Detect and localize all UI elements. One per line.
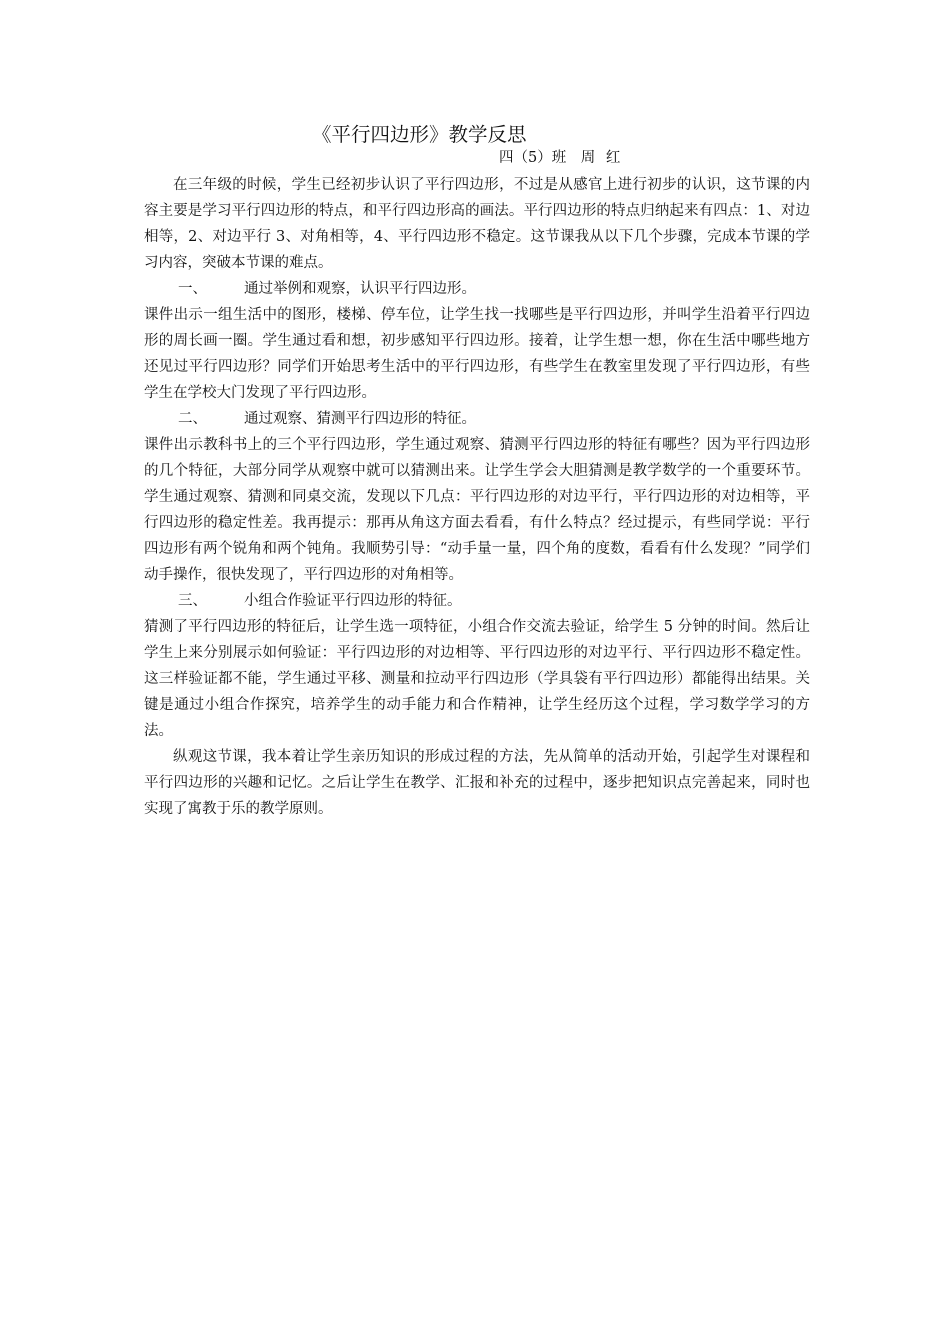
intro-paragraph: 在三年级的时候，学生已经初步认识了平行四边形，不过是从感官上进行初步的认识，这节课的内容主要是学习平行四边形的特点，和平行四边形高的画法。平行四边形的特点归纳起来有四点：1、对边相等，2、对边平行 3、对角相等，4、平行四边形不稳定。这节课我从以下几个步骤，完成本节课的学习内容，突破本节课的难点。 <box>144 177 810 271</box>
section-body-1: 课件出示一组生活中的图形，楼梯、停车位，让学生找一找哪些是平行四边形，并叫学生沿着平行四边形的周长画一圈。学生通过看和想，初步感知平行四边形。接着，让学生想一想，你在生活中哪些地方还见过平行四边形？同学们开始思考生活中的平行四边形，有些学生在教室里发现了平行四边形，有些学生在学校大门发现了平行四边形。 <box>144 307 810 401</box>
section-number: 二、 <box>178 411 207 427</box>
section-heading-text: 小组合作验证平行四边形的特征。 <box>244 593 462 609</box>
section-heading-text: 通过举例和观察，认识平行四边形。 <box>244 281 476 297</box>
document-author: 四（5）班 周 红 <box>499 150 621 166</box>
conclusion-paragraph: 纵观这节课，我本着让学生亲历知识的形成过程的方法，先从简单的活动开始，引起学生对课程和平行四边形的兴趣和记忆。之后让学生在教学、汇报和补充的过程中，逐步把知识点完善起来，同时也实现了寓教于乐的教学原则。 <box>144 749 810 817</box>
section-heading-3 <box>144 588 810 614</box>
section-heading-text: 通过观察、猜测平行四边形的特征。 <box>244 411 476 427</box>
section-heading-1 <box>144 276 810 302</box>
section-heading-2 <box>144 406 810 432</box>
section-body-2: 课件出示教科书上的三个平行四边形，学生通过观察、猜测平行四边形的特征有哪些？因为平行四边形的几个特征，大部分同学从观察中就可以猜测出来。让学生学会大胆猜测是教学数学的一个重要环节。学生通过观察、猜测和同桌交流，发现以下几点：平行四边形的对边平行，平行四边形的对边相等，平行四边形的稳定性差。我再提示：那再从角这方面去看看，有什么特点？经过提示，有些同学说：平行四边形有两个锐角和两个钝角。我顺势引导：“动手量一量，四个角的度数，看看有什么发现？”同学们动手操作，很快发现了，平行四边形的对角相等。 <box>144 437 810 583</box>
section-number: 三、 <box>178 593 207 609</box>
document-title: 《平行四边形》教学反思 <box>312 123 527 146</box>
section-number: 一、 <box>178 281 207 297</box>
document-page <box>144 120 810 822</box>
section-body-3: 猜测了平行四边形的特征后，让学生选一项特征，小组合作交流去验证，给学生 5 分钟的时间。然后让学生上来分别展示如何验证：平行四边形的对边相等、平行四边形的对边平行、平行四边形不稳定性。这三样验证都不能，学生通过平移、测量和拉动平行四边形（学具袋有平行四边形）都能得出结果。关键是通过小组合作探究，培养学生的动手能力和合作精神，让学生经历这个过程，学习数学学习的方法。 <box>144 619 810 739</box>
